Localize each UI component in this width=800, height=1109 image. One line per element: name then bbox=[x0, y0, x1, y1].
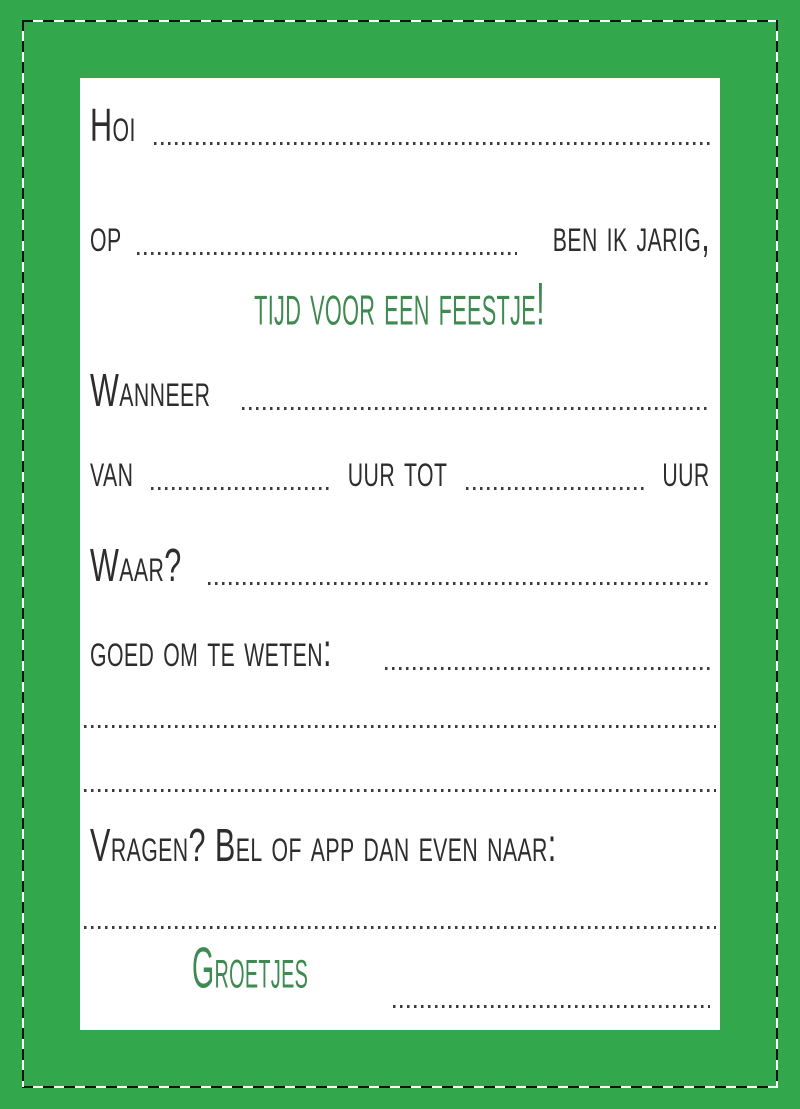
good-to-know-row bbox=[90, 620, 710, 676]
where-dotted-line bbox=[208, 582, 710, 585]
date-row bbox=[90, 205, 710, 261]
end-time-dotted-line bbox=[466, 487, 646, 490]
date-dotted-line bbox=[137, 252, 517, 255]
cut-line-left bbox=[22, 20, 24, 1087]
questions-row bbox=[90, 815, 710, 871]
time-row bbox=[90, 440, 710, 496]
party-title: tijd voor een feestje! bbox=[254, 270, 546, 338]
closing-row bbox=[90, 934, 710, 1010]
cut-line-bottom bbox=[22, 1086, 778, 1088]
where-label: Waar? bbox=[90, 538, 182, 592]
until-label: uur tot bbox=[347, 443, 448, 497]
hour-label: uur bbox=[662, 443, 710, 497]
cut-line-right bbox=[776, 20, 778, 1087]
greeting-label: Hoi bbox=[90, 98, 136, 152]
good-to-know-label: goed om te weten: bbox=[90, 623, 332, 677]
closing-label: Groetjes bbox=[192, 934, 309, 1000]
when-label: Wanneer bbox=[90, 363, 211, 417]
birthday-label: ben ik jarig, bbox=[552, 208, 710, 262]
when-row bbox=[90, 360, 710, 416]
title-row bbox=[90, 270, 710, 338]
when-dotted-line bbox=[242, 407, 710, 410]
extra-info-dotted-line-2 bbox=[84, 789, 716, 792]
questions-label: Vragen? Bel of app dan even naar: bbox=[90, 818, 557, 872]
start-time-dotted-line bbox=[151, 487, 331, 490]
date-label: op bbox=[90, 208, 122, 262]
signature-dotted-line bbox=[393, 1005, 710, 1008]
greeting-row bbox=[90, 95, 710, 151]
good-to-know-dotted-line bbox=[385, 667, 710, 670]
from-label: van bbox=[90, 443, 134, 497]
greeting-name-dotted-line bbox=[154, 142, 710, 145]
extra-info-dotted-line-1 bbox=[84, 725, 716, 728]
white-panel bbox=[80, 78, 720, 1030]
contact-dotted-line bbox=[84, 926, 716, 929]
where-row bbox=[90, 535, 710, 591]
cut-line-top bbox=[22, 20, 778, 22]
